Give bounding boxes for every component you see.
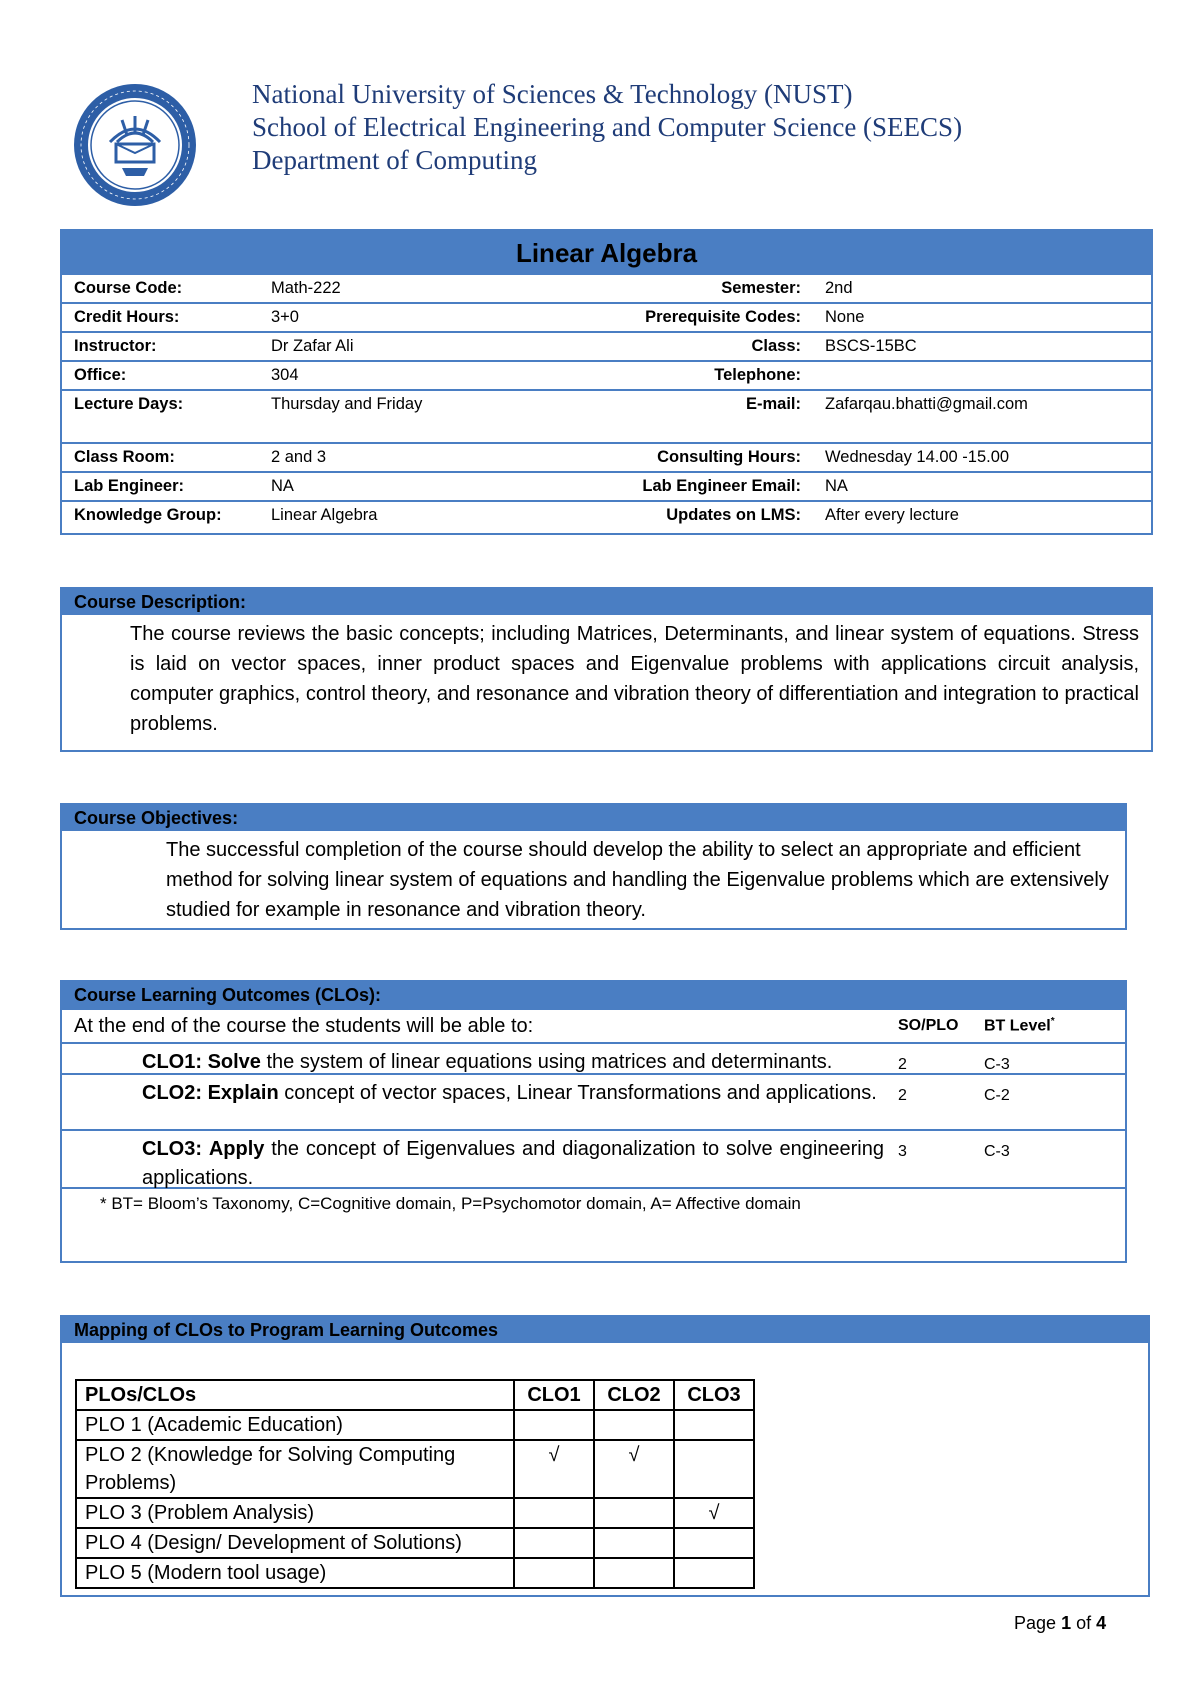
mapping-table bbox=[75, 1379, 755, 1589]
table-row bbox=[76, 1498, 754, 1528]
clo-so: 2 bbox=[898, 1056, 907, 1073]
mapping-cell bbox=[514, 1528, 594, 1558]
info-value: 2nd bbox=[825, 279, 853, 297]
info-label: E-mail: bbox=[745, 395, 801, 413]
info-label: Lecture Days: bbox=[74, 395, 184, 413]
clo-text: CLO1: Solve the system of linear equations using matrices and determinants. bbox=[142, 1051, 833, 1073]
clo-section bbox=[60, 980, 1127, 1263]
plo-name: PLO 2 (Knowledge for Solving Computing Problems) bbox=[76, 1440, 514, 1498]
email-value: Zafarqau.bhatti@gmail.com bbox=[825, 395, 1028, 413]
info-label: Class: bbox=[751, 337, 801, 355]
info-value: None bbox=[825, 308, 865, 326]
info-row bbox=[62, 471, 1151, 500]
mapping-cell bbox=[674, 1558, 754, 1588]
info-value: Linear Algebra bbox=[271, 506, 378, 524]
info-label: Knowledge Group: bbox=[74, 506, 222, 524]
table-row bbox=[76, 1528, 754, 1558]
university-name: National University of Sciences & Technology (NUST) bbox=[252, 79, 853, 109]
info-value: Math-222 bbox=[271, 279, 341, 297]
clo-header-row bbox=[62, 1008, 1125, 1042]
info-label: Office: bbox=[74, 366, 127, 384]
info-row bbox=[62, 331, 1151, 360]
so-plo-header: SO/PLO bbox=[898, 1017, 959, 1034]
info-row bbox=[62, 273, 1151, 302]
plo-name: PLO 4 (Design/ Development of Solutions) bbox=[76, 1528, 514, 1558]
column-header: CLO1 bbox=[514, 1380, 594, 1410]
info-label: Lab Engineer: bbox=[74, 477, 185, 495]
mapping-cell bbox=[674, 1440, 754, 1498]
info-row bbox=[62, 360, 1151, 389]
clo-text: CLO2: Explain concept of vector spaces, Linear Transformations and applications. bbox=[142, 1082, 877, 1104]
column-header: PLOs/CLOs bbox=[76, 1380, 514, 1410]
info-value: Thursday and Friday bbox=[271, 395, 423, 413]
plo-name: PLO 1 (Academic Education) bbox=[76, 1410, 514, 1440]
clo-so: 2 bbox=[898, 1087, 907, 1104]
section-heading: Course Objectives: bbox=[62, 805, 1125, 831]
section-heading: Mapping of CLOs to Program Learning Outcomes bbox=[62, 1317, 1148, 1343]
clo-so: 3 bbox=[898, 1143, 907, 1160]
info-label: Instructor: bbox=[74, 337, 157, 355]
info-value: Dr Zafar Ali bbox=[271, 337, 354, 355]
info-row bbox=[62, 442, 1151, 471]
info-label: Course Code: bbox=[74, 279, 183, 297]
info-label: Semester: bbox=[721, 279, 801, 297]
clo-row bbox=[62, 1129, 1125, 1187]
course-description-section bbox=[60, 587, 1153, 752]
mapping-cell bbox=[594, 1410, 674, 1440]
info-row bbox=[62, 302, 1151, 331]
clo-intro: At the end of the course the students will be able to: bbox=[74, 1014, 534, 1037]
bt-level-header: BT Level* bbox=[984, 1016, 1055, 1035]
info-row bbox=[62, 500, 1151, 529]
nust-logo bbox=[72, 82, 198, 208]
institution-header bbox=[252, 78, 962, 177]
info-label: Class Room: bbox=[74, 448, 175, 466]
section-heading: Course Learning Outcomes (CLOs): bbox=[62, 982, 1125, 1008]
clo-row bbox=[62, 1042, 1125, 1073]
plo-name: PLO 3 (Problem Analysis) bbox=[76, 1498, 514, 1528]
department-name: Department of Computing bbox=[252, 145, 537, 175]
mapping-cell: √ bbox=[594, 1440, 674, 1498]
table-row bbox=[76, 1410, 754, 1440]
info-value: NA bbox=[271, 477, 294, 495]
info-label: Prerequisite Codes: bbox=[645, 308, 801, 326]
column-header: CLO3 bbox=[674, 1380, 754, 1410]
objectives-text: The successful completion of the course should develop the ability to select an appropriate and efficient method for solving linear system of equations and handling the Eigenvalue problems which are extensively studied for example in resonance and vibration theory. bbox=[166, 839, 1109, 921]
course-title: Linear Algebra bbox=[62, 231, 1151, 273]
info-value: After every lecture bbox=[825, 506, 959, 524]
mapping-cell: √ bbox=[514, 1440, 594, 1498]
clo-row bbox=[62, 1073, 1125, 1129]
table-row bbox=[76, 1558, 754, 1588]
table-header-row bbox=[76, 1380, 754, 1410]
mapping-cell bbox=[594, 1498, 674, 1528]
clo-bt: C-2 bbox=[984, 1087, 1010, 1104]
info-value: 2 and 3 bbox=[271, 448, 327, 466]
info-label: Credit Hours: bbox=[74, 308, 180, 326]
info-value: BSCS-15BC bbox=[825, 337, 917, 355]
table-row bbox=[76, 1440, 754, 1498]
info-label: Updates on LMS: bbox=[666, 506, 801, 524]
bt-footnote-row bbox=[62, 1187, 1125, 1217]
info-label: Consulting Hours: bbox=[657, 448, 801, 466]
info-value: NA bbox=[825, 477, 848, 495]
mapping-cell bbox=[514, 1410, 594, 1440]
info-value: 304 bbox=[271, 366, 299, 384]
mapping-cell: √ bbox=[674, 1498, 754, 1528]
mapping-cell bbox=[674, 1410, 754, 1440]
mapping-cell bbox=[594, 1558, 674, 1588]
clo-plo-mapping-section bbox=[60, 1315, 1150, 1597]
info-label: Lab Engineer Email: bbox=[642, 477, 801, 495]
plo-name: PLO 5 (Modern tool usage) bbox=[76, 1558, 514, 1588]
school-name: School of Electrical Engineering and Computer Science (SEECS) bbox=[252, 112, 963, 142]
clo-bt: C-3 bbox=[984, 1143, 1010, 1160]
mapping-cell bbox=[514, 1498, 594, 1528]
page-number: Page 1 of 4 bbox=[1014, 1613, 1107, 1633]
info-value: 3+0 bbox=[271, 308, 299, 326]
mapping-cell bbox=[674, 1528, 754, 1558]
info-label: Telephone: bbox=[714, 366, 801, 384]
mapping-cell bbox=[514, 1558, 594, 1588]
mapping-cell bbox=[594, 1528, 674, 1558]
clo-bt: C-3 bbox=[984, 1056, 1010, 1073]
info-row bbox=[62, 389, 1151, 442]
course-info-table bbox=[60, 229, 1153, 535]
course-objectives-section bbox=[60, 803, 1127, 930]
info-value: Wednesday 14.00 -15.00 bbox=[825, 448, 1010, 466]
column-header: CLO2 bbox=[594, 1380, 674, 1410]
description-text: The course reviews the basic concepts; including Matrices, Determinants, and linear system of equations. Stress is laid on vector spaces, inner product spaces and Eigenvalue problems with applications circuit analysis, computer graphics, control theory, and resonance and vibration theory of differentiation and integration to practical problems. bbox=[130, 623, 1139, 735]
clo-text: CLO3: Apply the concept of Eigenvalues and diagonalization to solve engineering applications. bbox=[142, 1138, 884, 1189]
section-heading: Course Description: bbox=[62, 589, 1151, 615]
bt-footnote: * BT= Bloom’s Taxonomy, C=Cognitive domain, P=Psychomotor domain, A= Affective domain bbox=[100, 1194, 801, 1213]
